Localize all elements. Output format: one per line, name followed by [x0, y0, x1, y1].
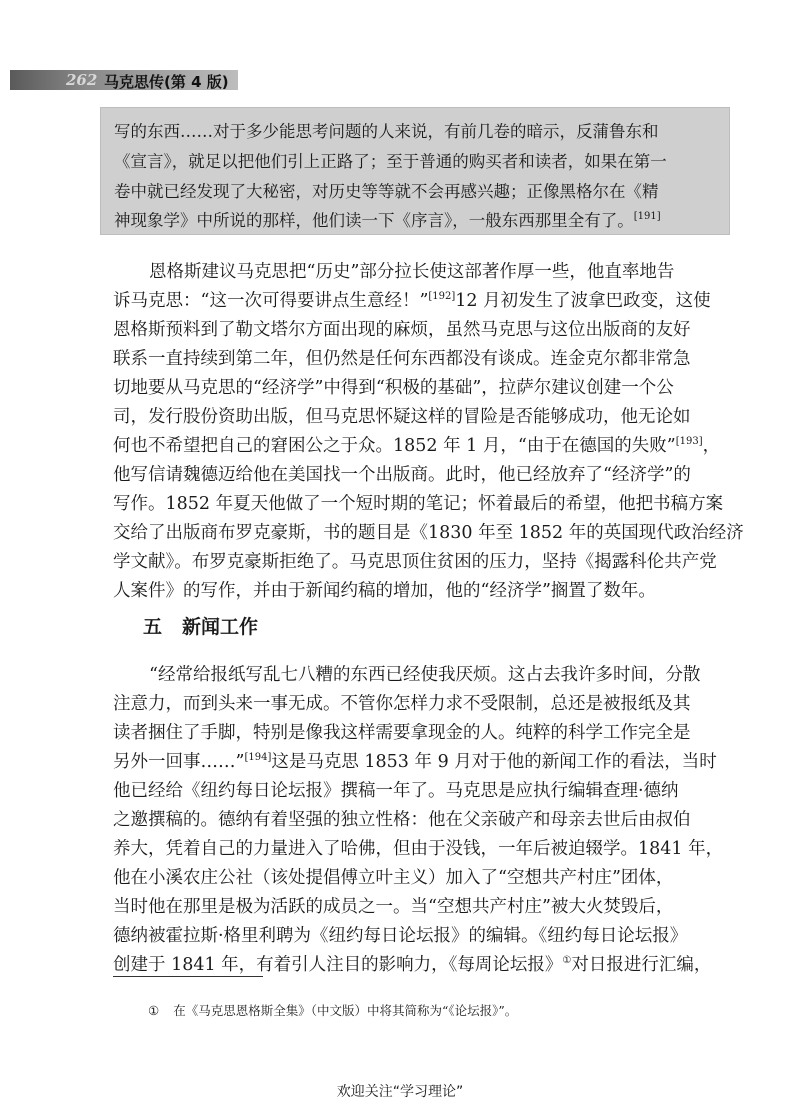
citation-ref: [194]	[244, 752, 272, 763]
quote-line-text: 神现象学》中所说的那样，他们读一下《序言》，一般东西那里全有了。	[114, 211, 634, 230]
quote-line: 卷中就已经发现了大秘密，对历史等等就不会再感兴趣；正像黑格尔在《精	[114, 182, 659, 201]
quote-line: 《宣言》，就足以把他们引上正路了；至于普通的购买者和读者，如果在第一	[114, 152, 667, 171]
section-number: 五	[143, 616, 163, 638]
body-line	[113, 287, 711, 312]
page-number: 262	[66, 71, 98, 89]
body-line: 恩格斯预料到了勒文塔尔方面出现的麻烦，虽然马克思与这位出版商的友好	[113, 320, 691, 340]
body-line: 之邀撰稿的。德纳有着坚强的独立性格：他在父亲破产和母亲去世后由叔伯	[113, 810, 691, 830]
quote-line: 写的东西……对于多少能思考问题的人来说，有前几卷的暗示，反蒲鲁东和	[114, 122, 659, 141]
footnote-divider	[113, 976, 263, 977]
body-line	[113, 432, 720, 457]
body-line: “经常给报纸写乱七八糟的东西已经使我厌烦。这占去我许多时间，分散	[149, 665, 701, 685]
footnote-text: 在《马克思恩格斯全集》（中文版）中将其简称为“《论坛报》”。	[173, 1003, 518, 1018]
quote-line	[114, 207, 661, 231]
body-line: 切地要从马克思的“经济学”中得到“积极的基础”，拉萨尔建议创建一个公	[113, 378, 674, 398]
body-line	[113, 748, 717, 773]
body-line: 当时他在那里是极为活跃的成员之一。当“空想共产村庄”被大火焚毁后，	[113, 897, 674, 917]
body-line: 司，发行股份资助出版，但马克思怀疑这样的冒险是否能够成功，他无论如	[113, 407, 691, 427]
body-line: 他写信请魏德迈给他在美国找一个出版商。此时，他已经放弃了“经济学”的	[113, 465, 691, 485]
body-line: 写作。1852 年夏天他做了一个短时期的笔记；怀着最后的希望，他把书稿方案	[113, 494, 724, 514]
body-line: 联系一直持续到第二年，但仍然是任何东西都没有谈成。连金克尔都非常急	[113, 349, 691, 369]
citation-ref: [192]	[428, 291, 456, 302]
footnote	[148, 1001, 517, 1019]
body-text: ，	[702, 436, 721, 456]
body-line	[113, 951, 711, 976]
citation-ref: [191]	[633, 211, 661, 222]
body-line: 他在小溪农庄公社（该处提倡傅立叶主义）加入了“空想共产村庄”团体，	[113, 868, 674, 888]
body-line: 学文献》。布罗克豪斯拒绝了。马克思顶住贫困的压力，坚持《揭露科伦共产党	[113, 552, 717, 572]
body-line: 养大，凭着自己的力量进入了哈佛，但由于没钱，一年后被迫辍学。1841 年，	[113, 839, 724, 859]
book-title: 马克思传(第 4 版)	[104, 73, 229, 91]
citation-ref: [193]	[675, 436, 703, 447]
body-line: 注意力，而到头来一事无成。不管你怎样力求不受限制，总还是被报纸及其	[113, 694, 691, 714]
body-text: 创建于 1841 年，有着引人注目的影响力，《每周论坛报》	[113, 955, 563, 975]
body-line: 恩格斯建议马克思把“历史”部分拉长使这部著作厚一些，他直率地告	[149, 262, 675, 282]
body-text: 12 月初发生了波拿巴政变，这使	[455, 291, 711, 311]
body-line: 人案件》的写作，并由于新闻约稿的增加，他的“经济学”搁置了数年。	[113, 581, 656, 601]
bottom-caption: 欢迎关注“学习理论”	[336, 1084, 464, 1100]
footnote-marker: ①	[148, 1003, 160, 1018]
section-title: 新闻工作	[182, 616, 259, 638]
body-text: 诉马克思：“这一次可得要讲点生意经！”	[113, 291, 429, 311]
body-text: 对日报进行汇编，	[571, 955, 712, 975]
body-text: 何也不希望把自己的窘困公之于众。1852 年 1 月，“由于在德国的失败”	[113, 436, 676, 456]
body-line: 他已经给《纽约每日论坛报》撰稿一年了。马克思是应执行编辑查理·德纳	[113, 781, 679, 801]
body-line: 德纳被霍拉斯·格里利聘为《纽约每日论坛报》的编辑。《纽约每日论坛报》	[113, 926, 688, 946]
body-line: 读者捆住了手脚，特别是像我这样需要拿现金的人。纯粹的科学工作完全是	[113, 723, 691, 743]
footnote-marker-ref[interactable]: ①	[562, 955, 572, 966]
body-line: 交给了出版商布罗克豪斯，书的题目是《1830 年至 1852 年的英国现代政治经济	[113, 523, 744, 543]
body-text: 这是马克思 1853 年 9 月对于他的新闻工作的看法，当时	[271, 752, 717, 772]
body-text: 另外一回事……”	[113, 752, 245, 772]
section-heading	[143, 612, 258, 639]
